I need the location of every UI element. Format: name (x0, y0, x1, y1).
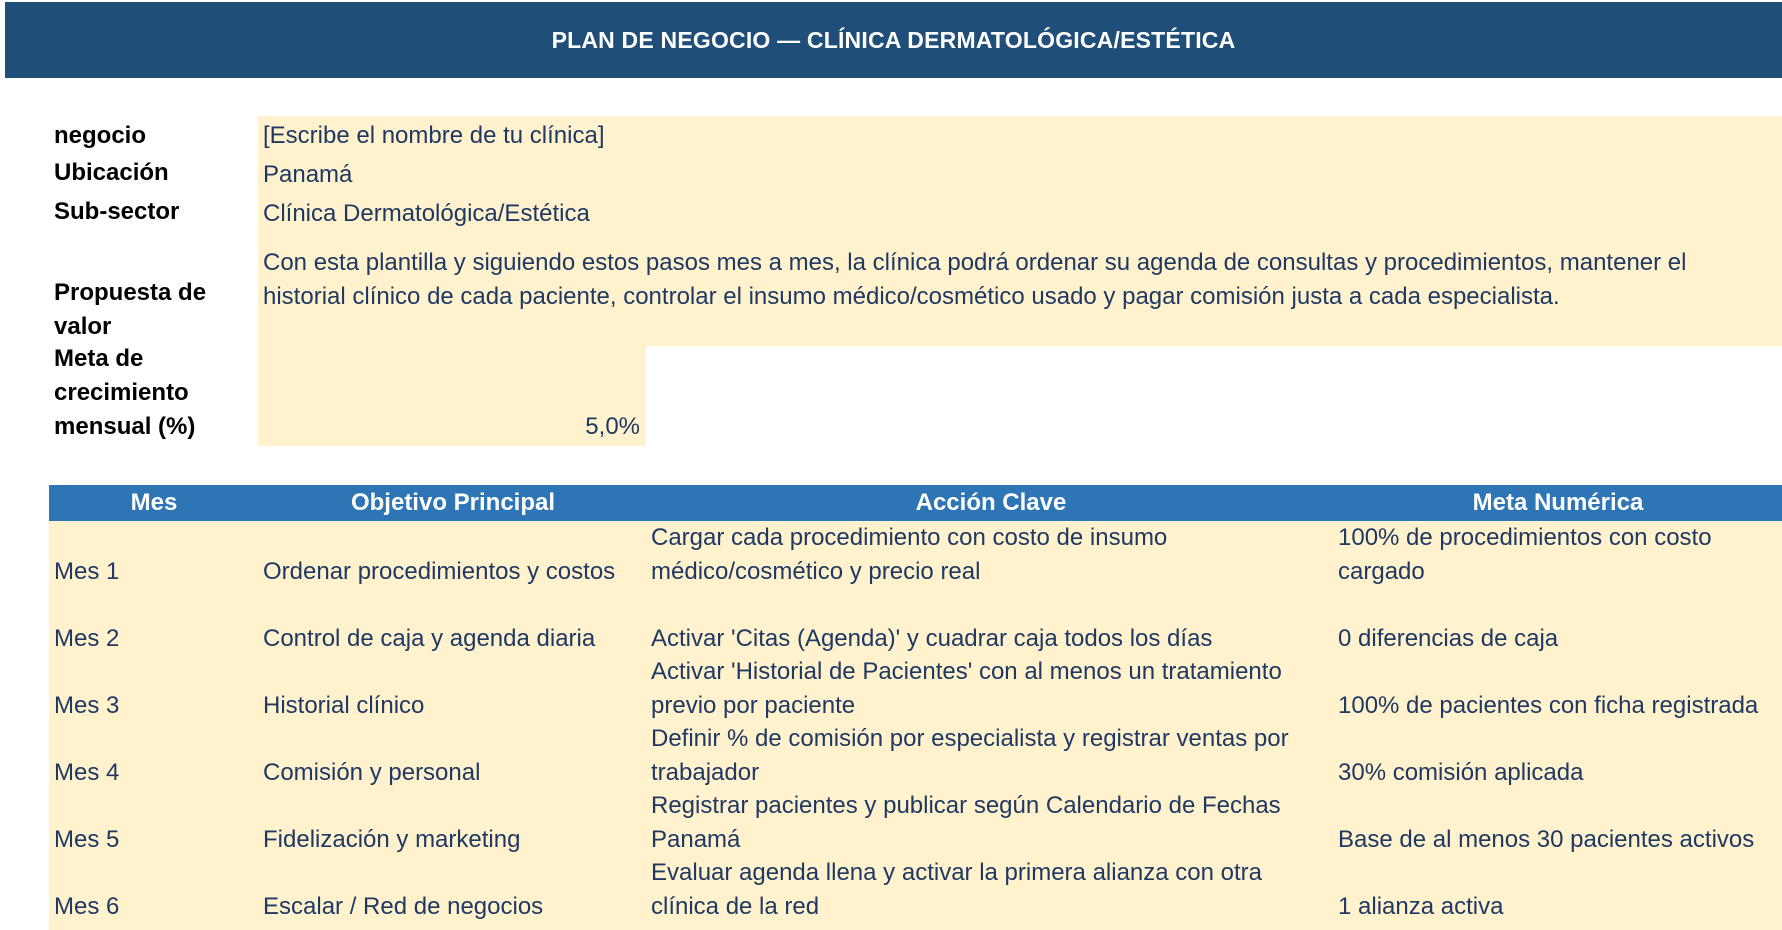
meta-crecimiento-input[interactable] (258, 346, 646, 446)
cell-objetivo[interactable]: Ordenar procedimientos y costos (263, 557, 616, 585)
table-row (49, 588, 1782, 655)
cell-accion[interactable]: Cargar cada procedimiento con costo de insumo médico/cosmético y precio real (651, 524, 1168, 585)
cell-objetivo[interactable]: Comisión y personal (263, 758, 481, 786)
cell-mes[interactable]: Mes 4 (54, 758, 120, 786)
cell-meta[interactable]: Base de al menos 30 pacientes activos (1338, 825, 1755, 853)
cell-meta[interactable]: 30% comisión aplicada (1338, 758, 1584, 786)
subsector-label: Sub-sector (54, 198, 180, 225)
cell-objetivo[interactable]: Fidelización y marketing (263, 825, 521, 853)
table-row (49, 655, 1782, 722)
table-row (49, 789, 1782, 856)
cell-accion[interactable]: Evaluar agenda llena y activar la primera alianza con otra clínica de la red (651, 859, 1263, 920)
plan-table-header (49, 485, 1782, 521)
meta-crecimiento-value: 5,0% (585, 413, 640, 440)
meta-crecimiento-label: Meta de crecimiento mensual (%) (54, 345, 196, 440)
cell-meta[interactable]: 0 diferencias de caja (1338, 624, 1559, 652)
cell-meta[interactable]: 100% de pacientes con ficha registrada (1338, 691, 1759, 719)
table-row (49, 722, 1782, 789)
plan-table-body (49, 521, 1782, 930)
negocio-input[interactable]: [Escribe el nombre de tu clínica] (258, 116, 1782, 156)
negocio-label: negocio (54, 122, 147, 149)
propuesta-input[interactable]: Con esta plantilla y siguiendo estos pasos mes a mes, la clínica podrá ordenar su agenda de consultas y procedimientos, mantener el historial clínico de cada paciente, controlar el insumo médico/cosmético usado y pagar comisión justa a cada especialista. (258, 234, 1782, 346)
cell-accion[interactable]: Activar 'Citas (Agenda)' y cuadrar caja todos los días (651, 624, 1213, 652)
cell-objetivo[interactable]: Control de caja y agenda diaria (263, 624, 596, 652)
header-meta: Meta Numérica (1472, 489, 1644, 516)
header-accion: Acción Clave (915, 489, 1067, 516)
header-mes: Mes (130, 489, 178, 516)
cell-mes[interactable]: Mes 3 (54, 691, 120, 719)
cell-mes[interactable]: Mes 5 (54, 825, 120, 853)
cell-meta[interactable]: 1 alianza activa (1338, 892, 1504, 920)
cell-mes[interactable]: Mes 1 (54, 557, 120, 585)
cell-objetivo[interactable]: Historial clínico (263, 691, 425, 719)
ubicacion-label: Ubicación (54, 159, 169, 186)
cell-meta[interactable]: 100% de procedimientos con costo cargado (1338, 524, 1712, 585)
propuesta-label: Propuesta de valor (54, 279, 207, 340)
cell-objetivo[interactable]: Escalar / Red de negocios (263, 892, 544, 920)
ubicacion-input[interactable]: Panamá (258, 156, 1782, 194)
page-title: PLAN DE NEGOCIO — CLÍNICA DERMATOLÓGICA/ESTÉTICA (5, 2, 1782, 78)
table-row (49, 521, 1782, 588)
cell-accion[interactable]: Registrar pacientes y publicar según Calendario de Fechas Panamá (651, 792, 1281, 853)
cell-mes[interactable]: Mes 2 (54, 624, 120, 652)
cell-accion[interactable]: Definir % de comisión por especialista y registrar ventas por trabajador (651, 725, 1289, 786)
cell-accion[interactable]: Activar 'Historial de Pacientes' con al menos un tratamiento previo por paciente (651, 658, 1282, 719)
subsector-input[interactable]: Clínica Dermatológica/Estética (258, 194, 1782, 234)
table-row (49, 856, 1782, 923)
header-objetivo: Objetivo Principal (350, 489, 556, 516)
cell-mes[interactable]: Mes 6 (54, 892, 120, 920)
